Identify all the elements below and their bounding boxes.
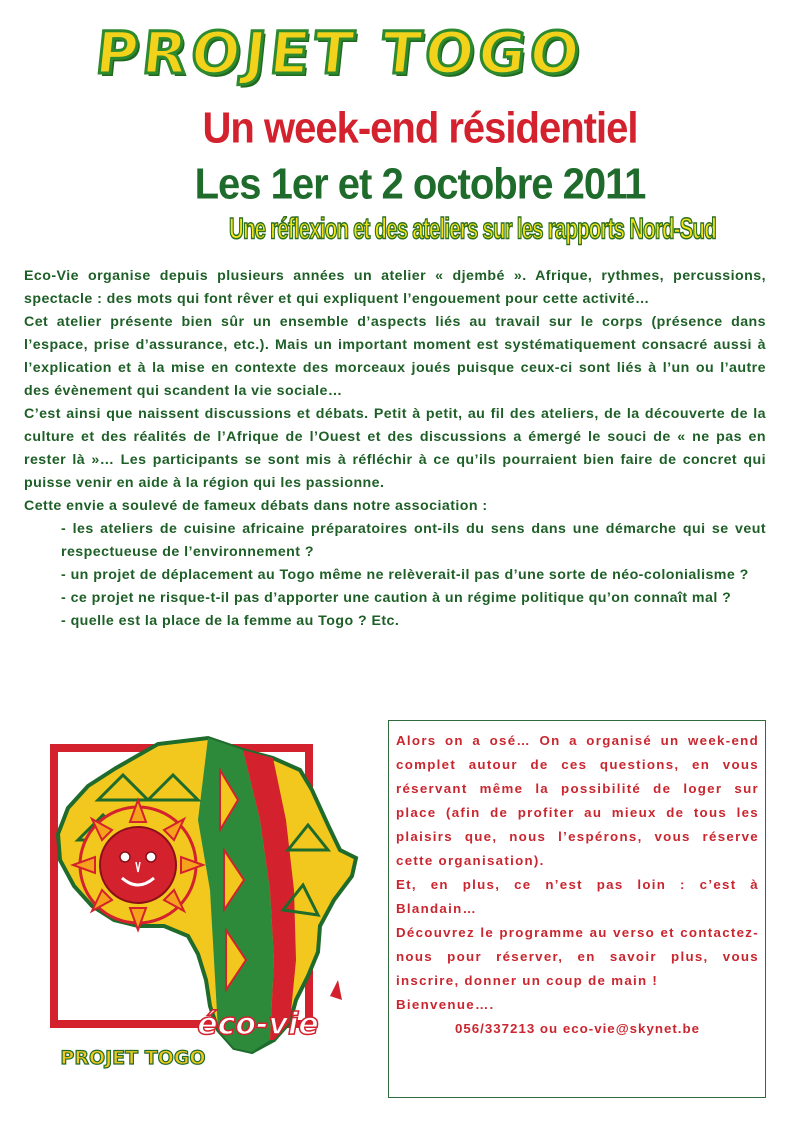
projet-togo-caption: PROJET TOGO	[60, 1047, 206, 1069]
headline-subtitle: Une réflexion et des ateliers sur les rapports Nord-Sud	[229, 212, 716, 246]
info-paragraph: Découvrez le programme au verso et contactez-nous pour réserver, en savoir plus, vous inscrire, donner un coup de main !	[396, 925, 759, 988]
eco-vie-brand: éco-vie	[197, 1007, 319, 1042]
paragraph: Eco-Vie organise depuis plusieurs années un atelier « djembé ». Afrique, rythmes, percussions, spectacle : des mots qui font rêver et qui expliquent l’engouement pour cette activité…	[24, 268, 766, 307]
bullet-item: - les ateliers de cuisine africaine préparatoires ont-ils du sens dans une démarche qui se veut respectueuse de l’environnement ?	[61, 521, 766, 560]
bullet-item: - un projet de déplacement au Togo même ne relèverait-il pas d’une sorte de néo-colonialisme ?	[61, 567, 749, 583]
intro-text	[24, 265, 766, 633]
leaf-icon	[330, 980, 342, 1000]
info-paragraph: Bienvenue….	[396, 997, 495, 1012]
paragraph: Cet atelier présente bien sûr un ensemble d’aspects liés au travail sur le corps (présence dans l’espace, prise d’assurance, etc.). Mais un important moment est systématiquement consacré aussi à l’explication et à la mise en contexte des morceaux joués puisque ceux-ci sont liés à l’un ou l’autre des évènement qui scandent la vie sociale…	[24, 314, 766, 399]
bullet-item: - quelle est la place de la femme au Togo ? Etc.	[61, 613, 400, 629]
projet-togo-logo: PROJET TOGO	[92, 19, 587, 87]
info-paragraph: Et, en plus, ce n’est pas loin : c’est à Blandain…	[396, 877, 759, 916]
sun-icon	[73, 800, 203, 930]
bullet-item: - ce projet ne risque-t-il pas d’apporter une caution à un régime politique qu’on connaît mal ?	[61, 590, 732, 606]
info-box	[388, 720, 766, 1098]
paragraph: Cette envie a soulevé de fameux débats dans notre association :	[24, 498, 488, 514]
info-paragraph: Alors on a osé… On a organisé un week-end complet autour de ces questions, en vous réservant même la possibilité de loger sur place (afin de profiter au mieux de tous les plaisirs que, nous l’espérons, vous réserve cette organisation).	[396, 733, 759, 868]
headline-dates: Les 1er et 2 octobre 2011	[194, 159, 646, 209]
africa-map-illustration	[38, 730, 368, 1075]
contact-line: 056/337213 ou eco-vie@skynet.be	[454, 1021, 701, 1036]
headline-title: Un week-end résidentiel	[202, 103, 638, 153]
paragraph: C’est ainsi que naissent discussions et débats. Petit à petit, au fil des ateliers, de la découverte de la culture et des réalités de l’Afrique de l’Ouest et des discussions a émergé le souci de « ne pas en rester là »… Les participants se sont mis à réfléchir à ce qu’ils pourraient bien faire de concret qui puisse venir en aide à la région qui les passionne.	[24, 406, 766, 491]
